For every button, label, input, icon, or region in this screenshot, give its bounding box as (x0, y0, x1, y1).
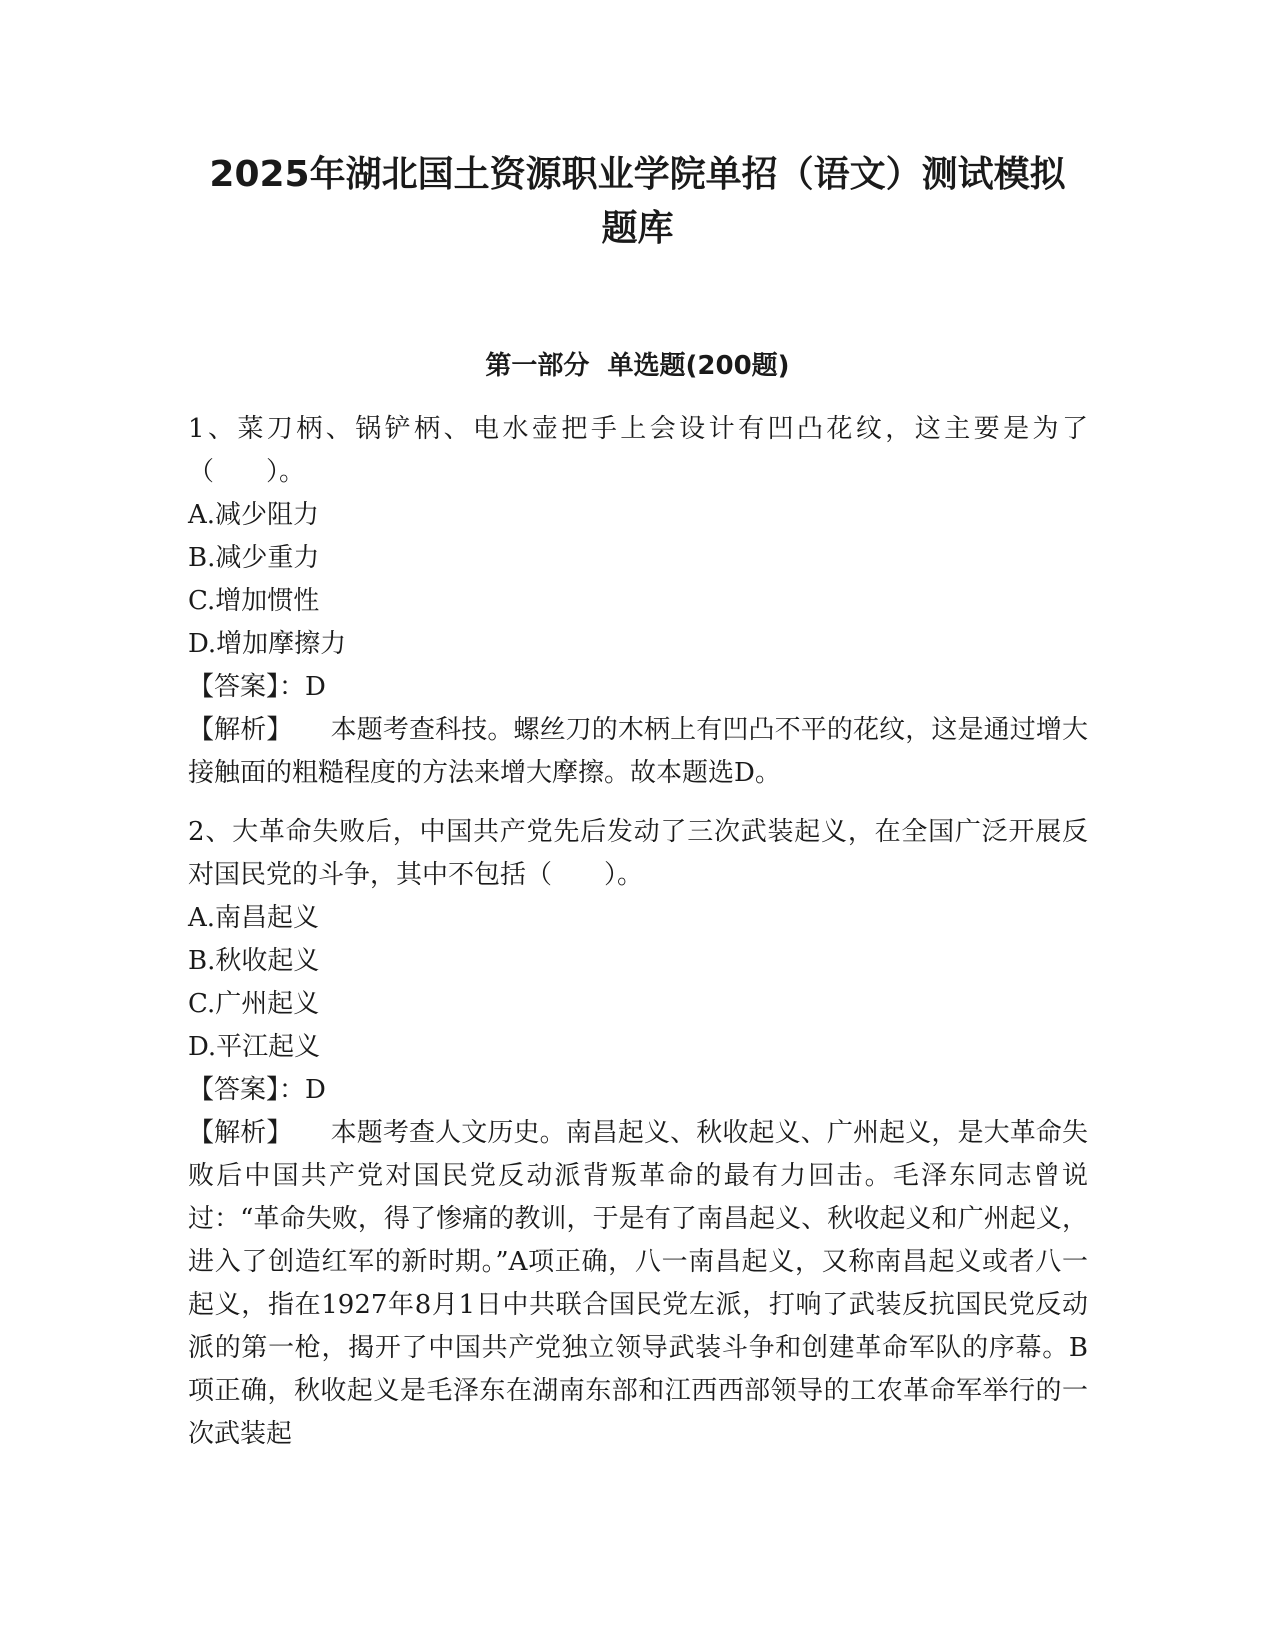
option-a: A.减少阻力 (188, 500, 320, 530)
option-b: B.秋收起义 (188, 946, 320, 976)
document-title-line-2: 题库 (601, 208, 674, 249)
document-title-line-1: 2025年湖北国土资源职业学院单招（语文）测试模拟 (209, 154, 1066, 195)
option-b: B.减少重力 (188, 543, 320, 573)
answer-line (188, 1069, 1088, 1112)
analysis-paragraph (188, 709, 1088, 795)
question-item (188, 811, 1088, 1456)
option-d: D.增加摩擦力 (188, 629, 347, 659)
option-a: A.南昌起义 (188, 903, 320, 933)
answer-tag: 【答案】： (188, 1075, 306, 1105)
answer-line (188, 666, 1088, 709)
option-d: D.平江起义 (188, 1032, 321, 1062)
option-c: C.广州起义 (188, 989, 320, 1019)
question-stem: 2、大革命失败后，中国共产党先后发动了三次武装起义，在全国广泛开展反对国民党的斗争，其中不包括（ ）。 (188, 817, 1088, 890)
section-heading: 第一部分 单选题(200题) (485, 351, 790, 381)
answer-tag: 【答案】： (188, 672, 306, 702)
analysis-paragraph (188, 1112, 1088, 1456)
option-c: C.增加惯性 (188, 586, 320, 616)
document-title (150, 148, 1125, 256)
analysis-text: 本题考查人文历史。南昌起义、秋收起义、广州起义，是大革命失败后中国共产党对国民党反动派背叛革命的最有力回击。毛泽东同志曾说过：“革命失败，得了惨痛的教训，于是有了南昌起义、秋收起义和广州起义，进入了创造红军的新时期。”A项正确，八一南昌起义，又称南昌起义或者八一起义，指在1927年8月1日中共联合国民党左派，打响了武装反抗国民党反动派的第一枪，揭开了中国共产党独立领导武装斗争和创建革命军队的序幕。B项正确，秋收起义是毛泽东在湖南东部和江西西部领导的工农革命军举行的一次武装起 (188, 1118, 1088, 1449)
analysis-tag: 【解析】 (188, 715, 293, 745)
answer-value: D (305, 1075, 326, 1105)
question-stem: 1、菜刀柄、锅铲柄、电水壶把手上会设计有凹凸花纹，这主要是为了（ ）。 (188, 414, 1088, 487)
analysis-text: 本题考查科技。螺丝刀的木柄上有凹凸不平的花纹，这是通过增大接触面的粗糙程度的方法来增大摩擦。故本题选D。 (188, 715, 1088, 788)
analysis-tag: 【解析】 (188, 1118, 293, 1148)
question-item (188, 408, 1088, 795)
answer-value: D (305, 672, 326, 702)
question-list (188, 408, 1088, 1472)
